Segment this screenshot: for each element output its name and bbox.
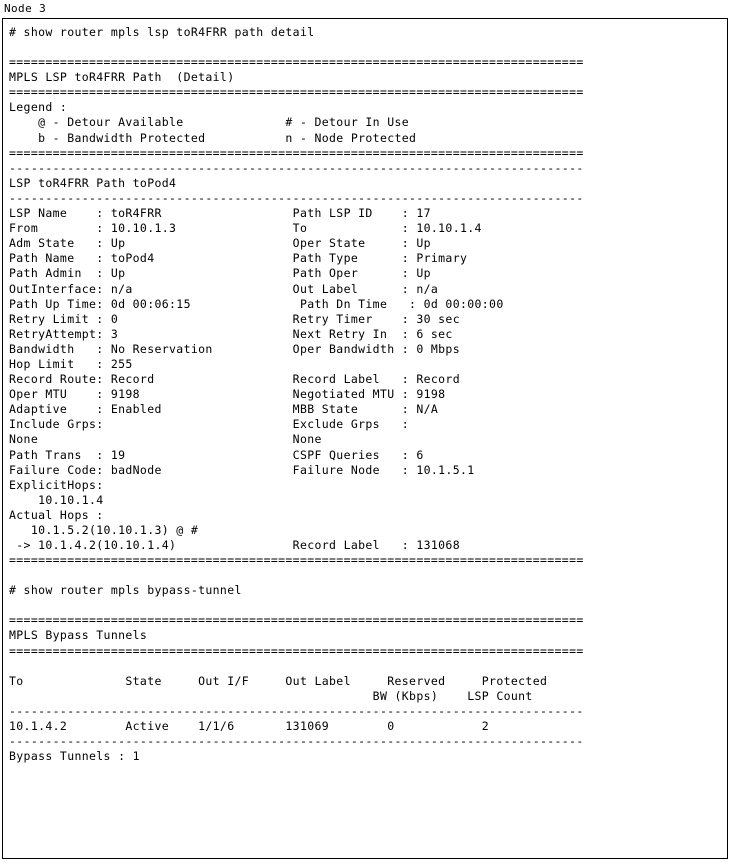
lsp-field-row: -> 10.1.4.2(10.10.1.4) Record Label : 131068 bbox=[9, 538, 460, 553]
lsp-field-row: OutInterface: n/a Out Label : n/a bbox=[9, 281, 439, 296]
lsp-field-row: Bandwidth : No Reservation Oper Bandwidth : 0 Mbps bbox=[9, 341, 460, 356]
section2-dashes-2: ------------------------------------------------------------------------------- bbox=[9, 734, 584, 749]
lsp-field-row: 10.1.5.2(10.10.1.3) @ # bbox=[9, 523, 199, 537]
lsp-field-row: Include Grps: Exclude Grps : bbox=[9, 417, 410, 432]
spacer-2 bbox=[9, 568, 721, 583]
bypass-table-row: 10.1.4.2 Active 1/1/6 131069 0 2 bbox=[9, 718, 490, 733]
legend-line-1: @ - Detour Available # - Detour In Use bbox=[9, 115, 410, 130]
spacer-4 bbox=[9, 659, 721, 674]
lsp-field-row: Path Name : toPod4 Path Type : Primary bbox=[9, 251, 468, 266]
command-line-2: # show router mpls bypass-tunnel bbox=[9, 583, 242, 598]
lsp-field-row: LSP Name : toR4FRR Path LSP ID : 17 bbox=[9, 206, 431, 221]
section1-rule-top: =============================================================================== bbox=[9, 55, 584, 70]
spacer-3 bbox=[9, 598, 721, 613]
section2-rule-under-title: =============================================================================== bbox=[9, 643, 584, 658]
terminal-inner bbox=[3, 19, 727, 764]
lsp-field-row: Path Trans : 19 CSPF Queries : 6 bbox=[9, 447, 424, 462]
lsp-field-row: Oper MTU : 9198 Negotiated MTU : 9198 bbox=[9, 387, 446, 402]
bypass-table-header-row-2: BW (Kbps) LSP Count bbox=[9, 688, 533, 703]
section1-dashes-2: ------------------------------------------------------------------------------- bbox=[9, 190, 584, 205]
lsp-field-row: Path Up Time: 0d 00:06:15 Path Dn Time : 0d 00:00:00 bbox=[9, 296, 504, 311]
spacer-1 bbox=[9, 40, 721, 55]
legend-line-2: b - Bandwidth Protected n - Node Protected bbox=[9, 130, 417, 145]
lsp-field-row: Path Admin : Up Path Oper : Up bbox=[9, 266, 431, 281]
section1-dashes-1: ------------------------------------------------------------------------------- bbox=[9, 160, 584, 175]
section2-title: MPLS Bypass Tunnels bbox=[9, 628, 148, 643]
section1-rule-under-title: =============================================================================== bbox=[9, 85, 584, 100]
section2-rule-top: =============================================================================== bbox=[9, 613, 584, 628]
section2-dashes-1: ------------------------------------------------------------------------------- bbox=[9, 703, 584, 718]
section1-title: MPLS LSP toR4FRR Path (Detail) bbox=[9, 70, 235, 85]
lsp-field-row: Record Route: Record Record Label : Record bbox=[9, 372, 460, 387]
lsp-field-row: Retry Limit : 0 Retry Timer : 30 sec bbox=[9, 311, 460, 326]
command-line-1: # show router mpls lsp toR4FRR path detail bbox=[9, 25, 315, 39]
section1-rule-after-legend: =============================================================================== bbox=[9, 145, 584, 160]
lsp-field-row: RetryAttempt: 3 Next Retry In : 6 sec bbox=[9, 326, 453, 341]
lsp-field-row: Failure Code: badNode Failure Node : 10.1.5.1 bbox=[9, 462, 475, 477]
bypass-tunnel-count: Bypass Tunnels : 1 bbox=[9, 749, 140, 764]
lsp-field-row: ExplicitHops: bbox=[9, 477, 104, 492]
lsp-field-row: Adaptive : Enabled MBB State : N/A bbox=[9, 402, 439, 417]
lsp-field-row: Hop Limit : 255 bbox=[9, 356, 133, 371]
legend-header: Legend : bbox=[9, 100, 68, 115]
node-label: Node 3 bbox=[4, 2, 47, 15]
bypass-table-header-row-1: To State Out I/F Out Label Reserved Protected bbox=[9, 673, 548, 688]
lsp-field-row: Adm State : Up Oper State : Up bbox=[9, 236, 431, 251]
section1-rule-bottom: =============================================================================== bbox=[9, 553, 584, 568]
lsp-field-row: None None bbox=[9, 432, 322, 447]
terminal-output-panel[interactable] bbox=[2, 18, 728, 859]
path-heading: LSP toR4FRR Path toPod4 bbox=[9, 175, 177, 190]
lsp-field-row: From : 10.10.1.3 To : 10.10.1.4 bbox=[9, 221, 482, 236]
lsp-field-row: 10.10.1.4 bbox=[9, 492, 104, 507]
lsp-field-row: Actual Hops : bbox=[9, 507, 104, 522]
